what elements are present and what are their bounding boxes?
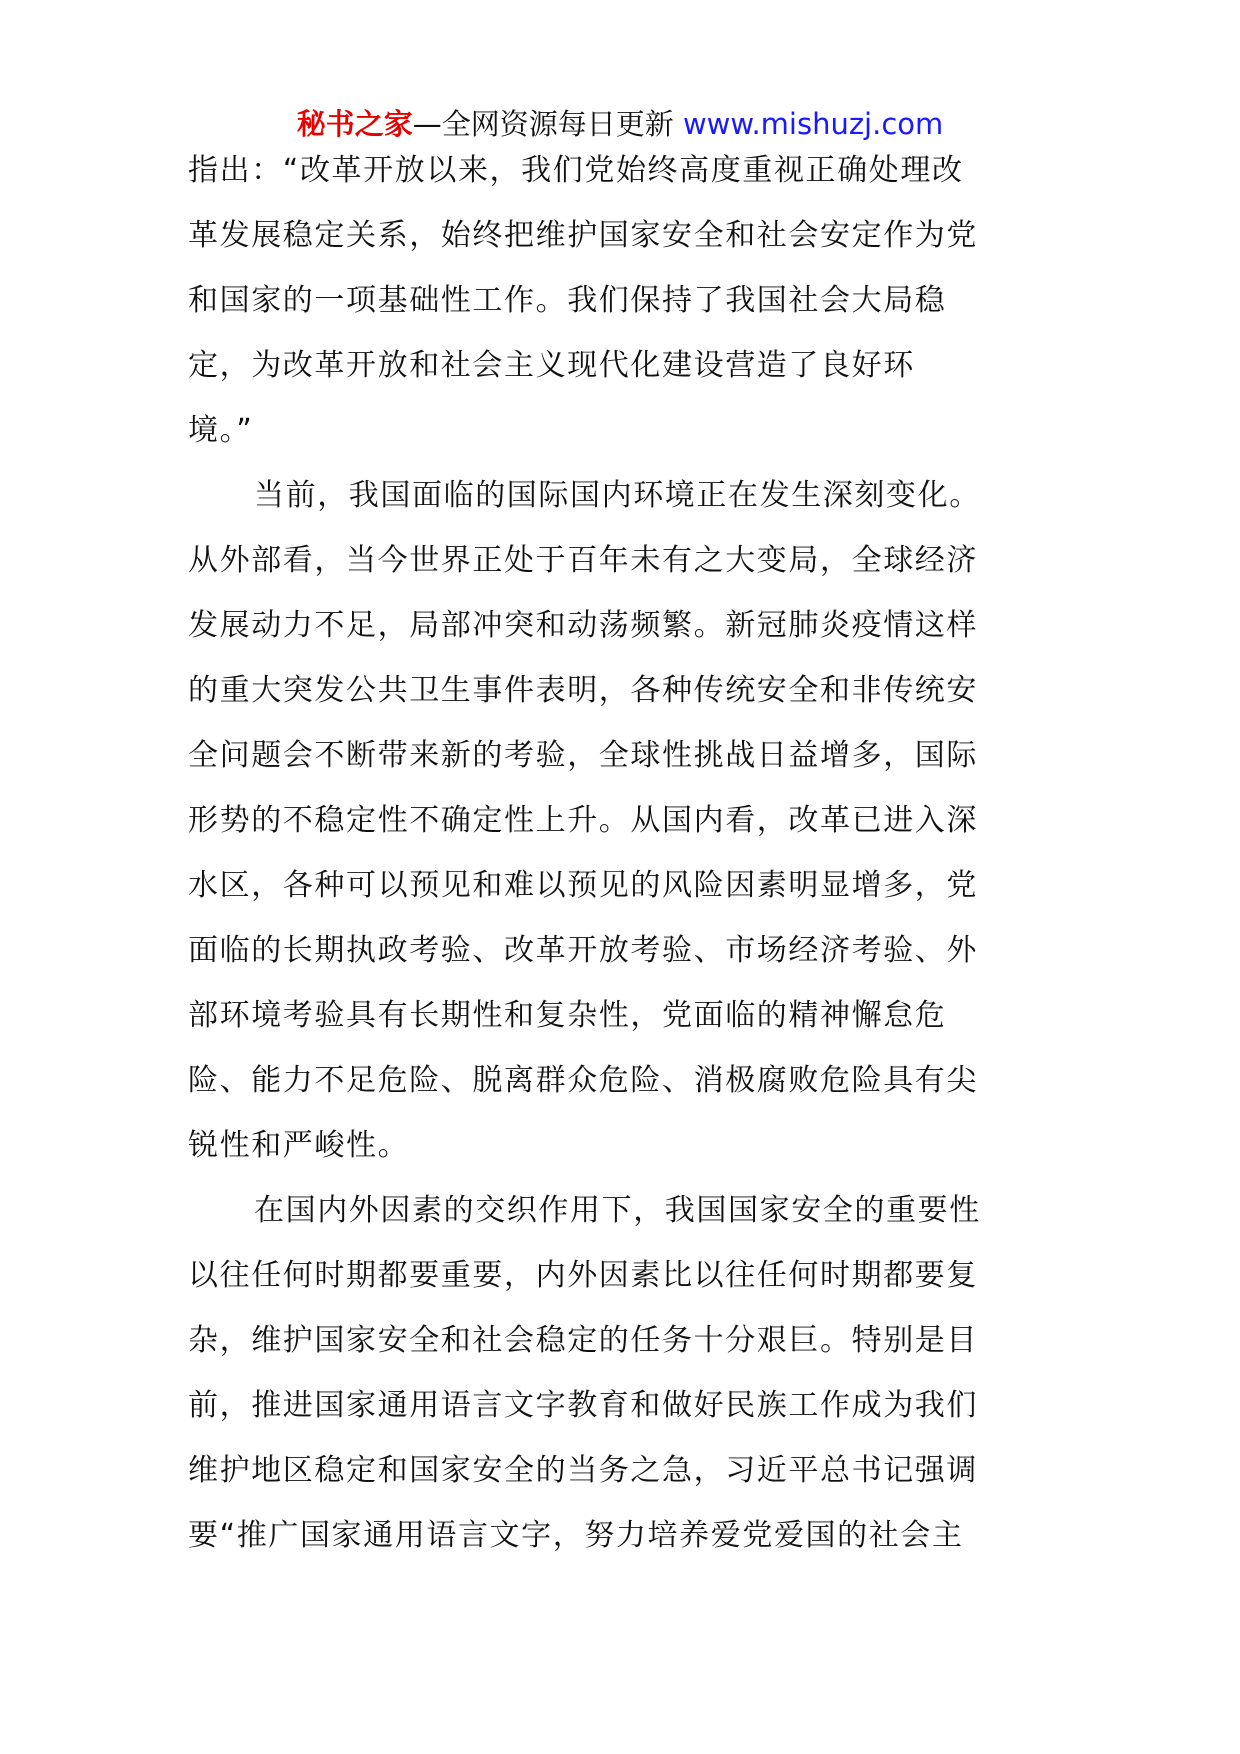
header-site-link[interactable]: www.mishuzj.com: [682, 107, 944, 141]
text-line: 部环境考验具有长期性和复杂性，党面临的精神懈怠危: [188, 998, 947, 1033]
text-line: 面临的长期执政考验、改革开放考验、市场经济考验、外: [188, 933, 978, 968]
text-line: 维护地区稳定和国家安全的当务之急，习近平总书记强调: [188, 1453, 978, 1488]
text-line: 以往任何时期都要重要，内外因素比以往任何时期都要复: [188, 1258, 978, 1293]
paragraph-first-line: 当前，我国面临的国际国内环境正在发生深刻变化。: [254, 478, 981, 513]
text-line: 形势的不稳定性不确定性上升。从国内看，改革已进入深: [188, 803, 978, 838]
text-line: 革发展稳定关系，始终把维护国家安全和社会安定作为党: [188, 218, 978, 253]
text-line: 发展动力不足，局部冲突和动荡频繁。新冠肺炎疫情这样: [188, 608, 978, 643]
header-brand: 秘书之家: [296, 107, 413, 141]
text-line: 水区，各种可以预见和难以预见的风险因素明显增多，党: [188, 868, 978, 903]
header-tagline: —全网资源每日更新: [412, 107, 683, 141]
document-body: [188, 138, 1058, 1568]
text-line: 从外部看，当今世界正处于百年未有之大变局，全球经济: [188, 543, 978, 578]
paragraph-first-line: 在国内外因素的交织作用下，我国国家安全的重要性: [254, 1193, 981, 1228]
text-line: 和国家的一项基础性工作。我们保持了我国社会大局稳: [188, 283, 947, 318]
text-line: 全问题会不断带来新的考验，全球性挑战日益增多，国际: [188, 738, 978, 773]
text-line: 定，为改革开放和社会主义现代化建设营造了良好环: [188, 348, 915, 383]
text-line: 前，推进国家通用语言文字教育和做好民族工作成为我们: [188, 1388, 978, 1423]
text-line: 的重大突发公共卫生事件表明，各种传统安全和非传统安: [188, 673, 978, 708]
text-line: 要“推广国家通用语言文字，努力培养爱党爱国的社会主: [188, 1518, 964, 1553]
text-line: 境。”: [188, 413, 254, 448]
text-line: 险、能力不足危险、脱离群众危险、消极腐败危险具有尖: [188, 1063, 978, 1098]
text-line: 指出：“改革开放以来，我们党始终高度重视正确处理改: [188, 153, 964, 188]
text-line: 锐性和严峻性。: [188, 1128, 410, 1163]
text-line: 杂，维护国家安全和社会稳定的任务十分艰巨。特别是目: [188, 1323, 978, 1358]
